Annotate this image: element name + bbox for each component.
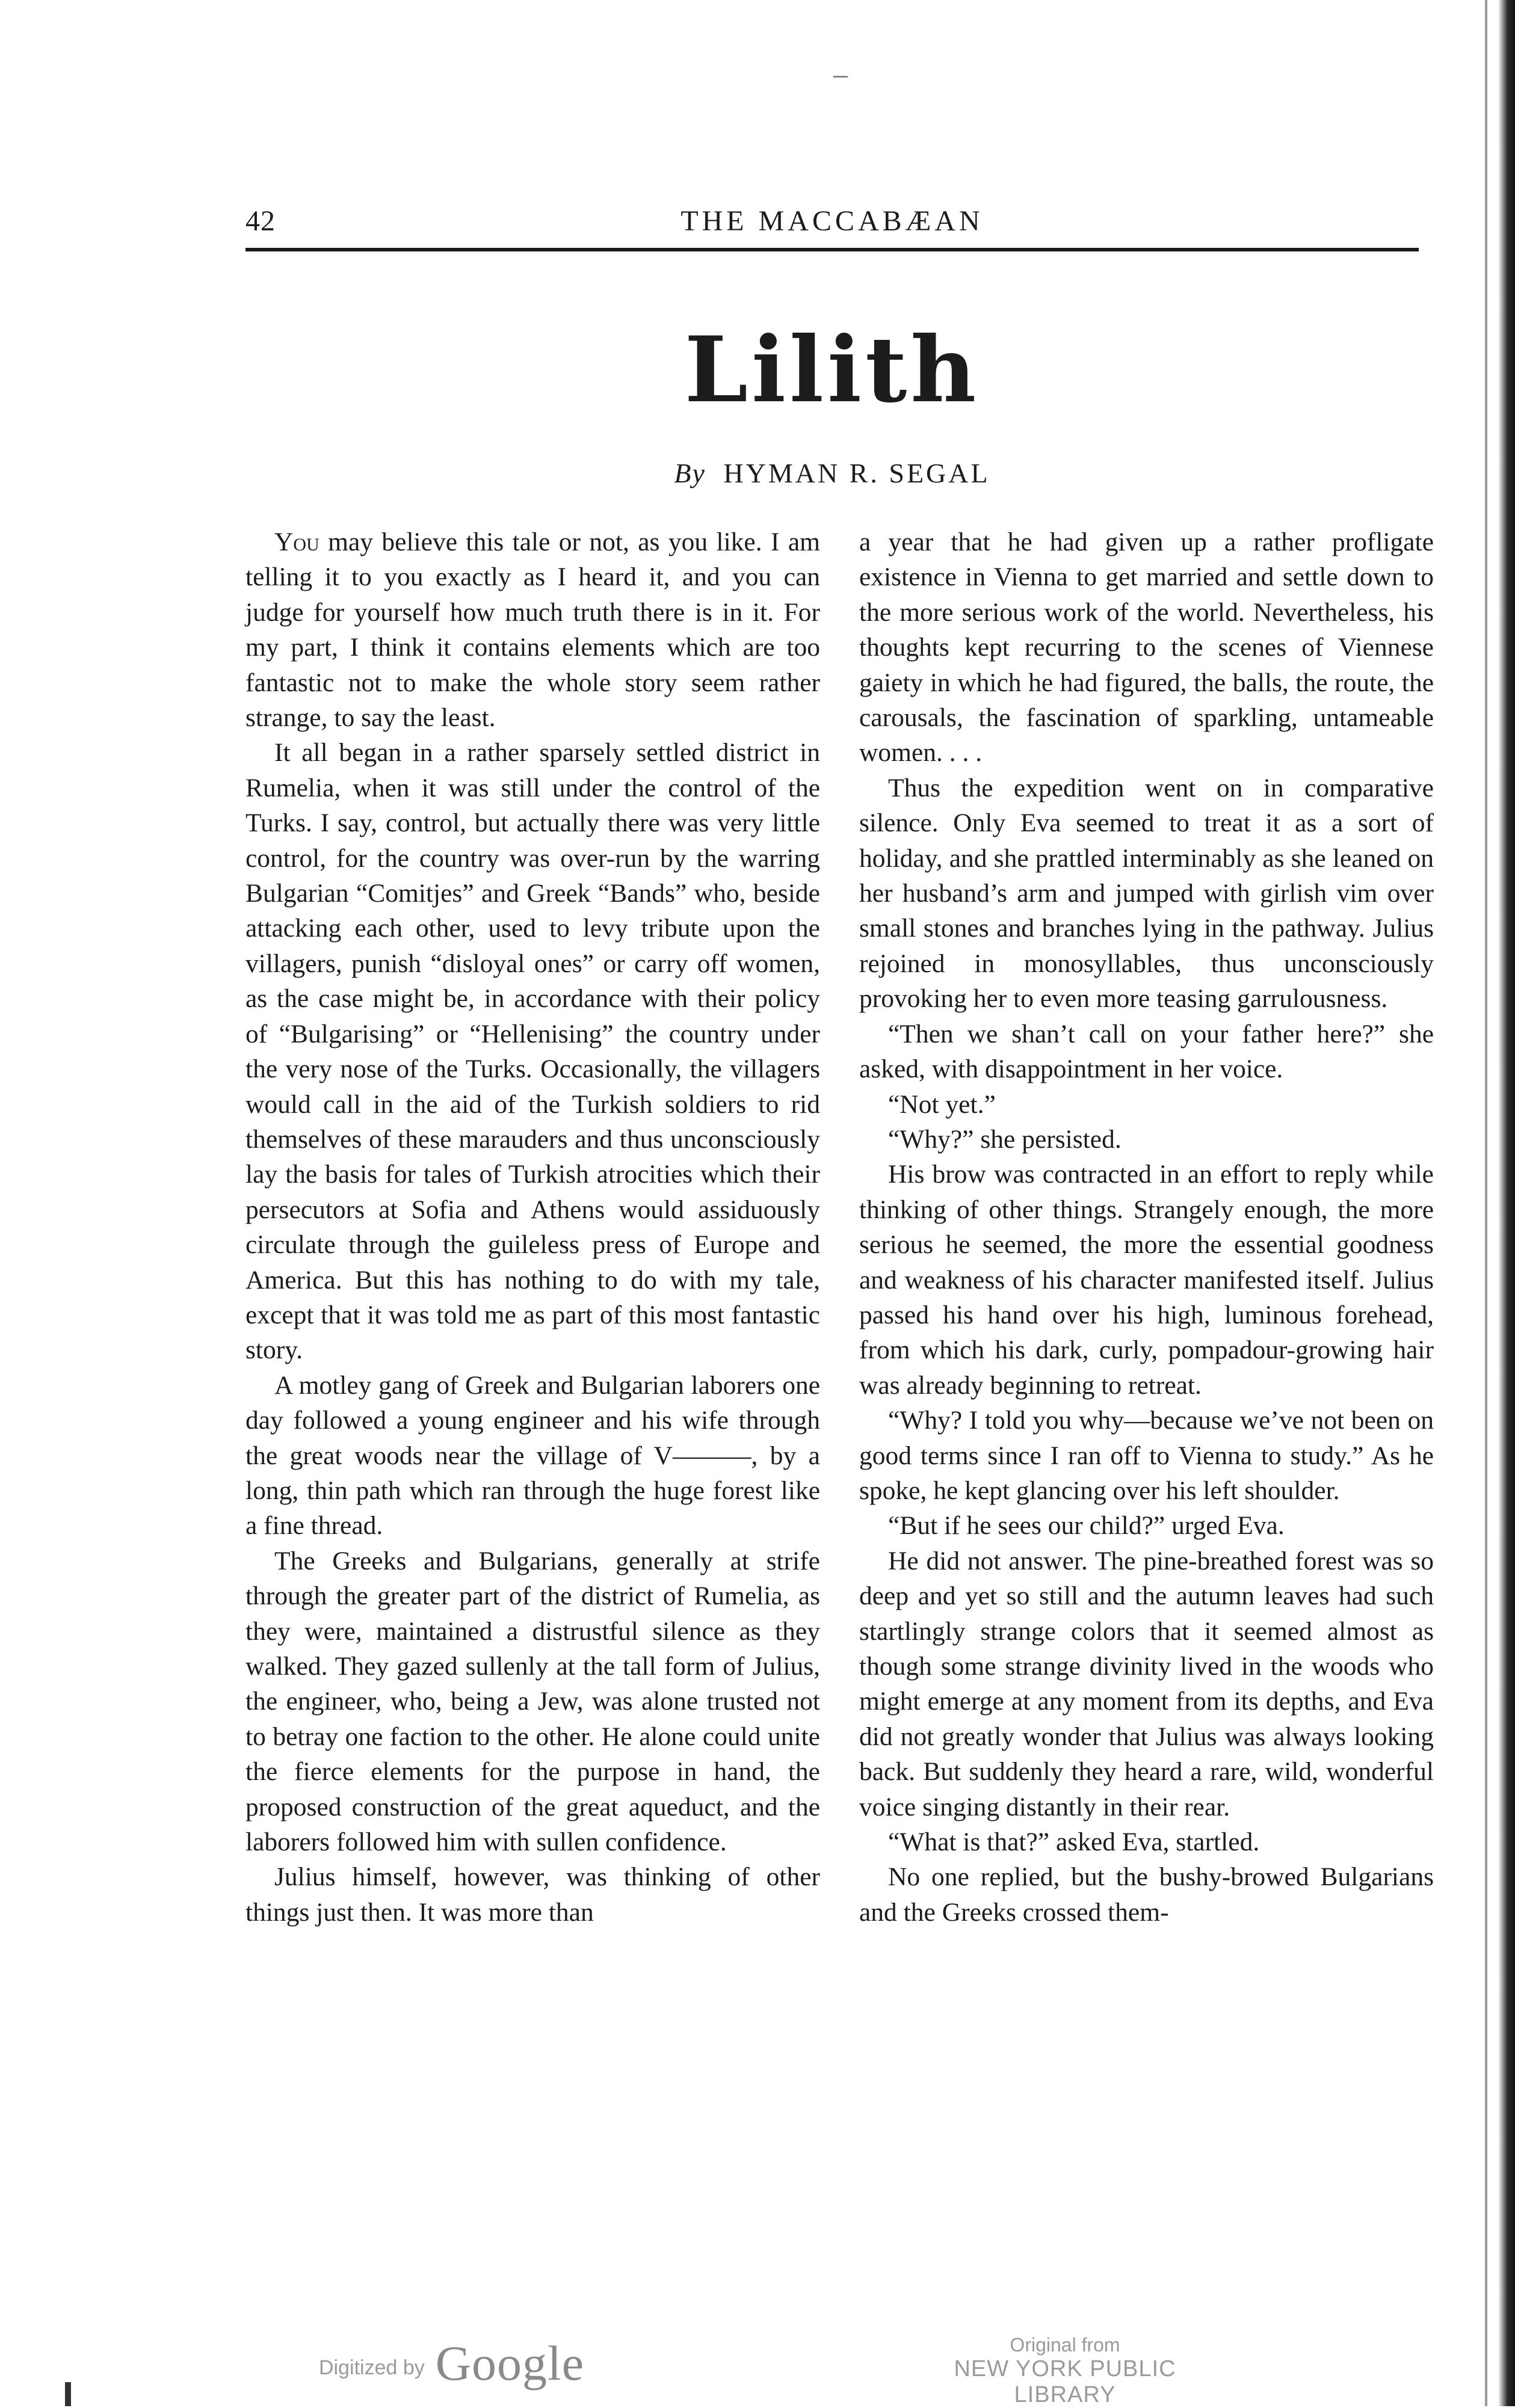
paragraph: A motley gang of Greek and Bulgarian laborers one day followed a young engineer and his wife through the great woods near the village of V———, by a long, thin path which ran through the huge forest like a fine thread. (245, 1370, 820, 1541)
page-edge-line (1485, 0, 1487, 2406)
page-edge-shadow (1498, 0, 1515, 2406)
right-column (859, 525, 1434, 1930)
paragraph: “Why?” she persisted. (888, 1124, 1122, 1154)
page-number: 42 (245, 205, 276, 237)
paragraph: He did not answer. The pine-breathed forest was so deep and yet so still and the autumn leaves had such startlingly strange colors that it seemed almost as though some strange divinity lived in the woods who might emerge at any moment from its depths, and Eva did not greatly wonder that Julius was always looking back. But suddenly they heard a rare, wild, wonderful voice singing distantly in their rear. (859, 1546, 1434, 1821)
page-header (245, 205, 1419, 247)
digitized-by-label: Digitized by (319, 2356, 425, 2379)
paragraph: “Why? I told you why—because we’ve not been on good terms since I ran off to Vienna to study.” As he spoke, he kept glancing over his left shoulder. (859, 1406, 1434, 1505)
paragraph-continuation: a year that he had given up a rather profligate existence in Vienna to get married and settle down to the more serious work of the world. Nevertheless, his thoughts kept recurring to the scenes of Viennese gaiety in which he had figured, the balls, the route, the carousals, the fascination of sparkling, untameable women. . . . (859, 528, 1434, 768)
corner-mark (65, 2382, 71, 2406)
lead-in: You (274, 528, 319, 556)
paragraph: “Not yet.” (888, 1089, 996, 1119)
left-column (245, 525, 820, 1930)
paragraph: Thus the expedition went on in comparative silence. Only Eva seemed to treat it as a sort of holiday, and she prattled interminably as she leaned on her husband’s arm and jumped with girlish vim over small stones and branches lying in the pathway. Julius rejoined in monosyllables, thus unconsciously provoking her to even more teasing garrulousness. (859, 773, 1434, 1014)
original-from-label: Original from (1010, 2334, 1120, 2356)
paragraph: No one replied, but the bushy-browed Bulgarians and the Greeks crossed them- (859, 1862, 1434, 1927)
google-logo: Google (435, 2336, 585, 2391)
digitized-by-watermark (319, 2334, 585, 2391)
paragraph: The Greeks and Bulgarians, generally at strife through the greater part of the district of Rumelia, as they were, maintained a distrustful silence as they walked. They gazed sullenly at the tall form of Julius, the engineer, who, being a Jew, was alone trusted not to betray one faction to the other. He alone could unite the fierce elements for the purpose in hand, the proposed construction of the great aqueduct, and the laborers followed him with sullen confidence. (245, 1546, 820, 1857)
byline (245, 457, 1419, 489)
top-mark (833, 76, 848, 78)
paragraph: “But if he sees our child?” urged Eva. (888, 1511, 1285, 1541)
library-watermark (915, 2334, 1215, 2408)
paragraph: His brow was contracted in an effort to reply while thinking of other things. Strangely enough, the more serious he seemed, the more the essential goodness and weakness of his character manifested itself. Julius passed his hand over his high, luminous forehead, from which his dark, curly, pompadour-growing hair was already beginning to retreat. (859, 1160, 1434, 1400)
header-rule (245, 248, 1419, 251)
paragraph-text: may believe this tale or not, as you like. I am telling it to you exactly as I heard it, and you can judge for yourself how much truth there is in it. For my part, I think it contains elements which are too fantastic not to make the whole story seem rather strange, to say the least. (245, 528, 820, 733)
article-title: Lilith (684, 317, 980, 423)
paragraph: Julius himself, however, was thinking of other things just then. It was more than (245, 1862, 820, 1927)
journal-title: THE MACCABÆAN (680, 205, 984, 237)
paragraph (245, 525, 820, 735)
byline-prefix: By (674, 458, 706, 488)
library-name: NEW YORK PUBLIC LIBRARY (954, 2356, 1176, 2407)
paragraph: It all began in a rather sparsely settled district in Rumelia, when it was still under the control of the Turks. I say, control, but actually there was very little control, for the country was over-run by the warring Bulgarian “Comitjes” and Greek “Bands” who, beside attacking each other, used to levy tribute upon the villagers, punish “disloyal ones” or carry off women, as the case might be, in accordance with their policy of “Bulgarising” or “Hellenising” the country under the very nose of the Turks. Occasionally, the villagers would call in the aid of the Turkish soldiers to rid themselves of these marauders and thus unconsciously lay the basis for tales of Turkish atrocities which their persecutors at Sofia and Athens would assiduously circulate through the guileless press of Europe and America. But this has nothing to do with my tale, except that it was told me as part of this most fantastic story. (245, 738, 820, 1365)
author-name: HYMAN R. SEGAL (723, 458, 990, 488)
paragraph: “What is that?” asked Eva, startled. (888, 1828, 1260, 1857)
paragraph: “Then we shan’t call on your father here?” she asked, with disappointment in her voice. (859, 1019, 1434, 1084)
